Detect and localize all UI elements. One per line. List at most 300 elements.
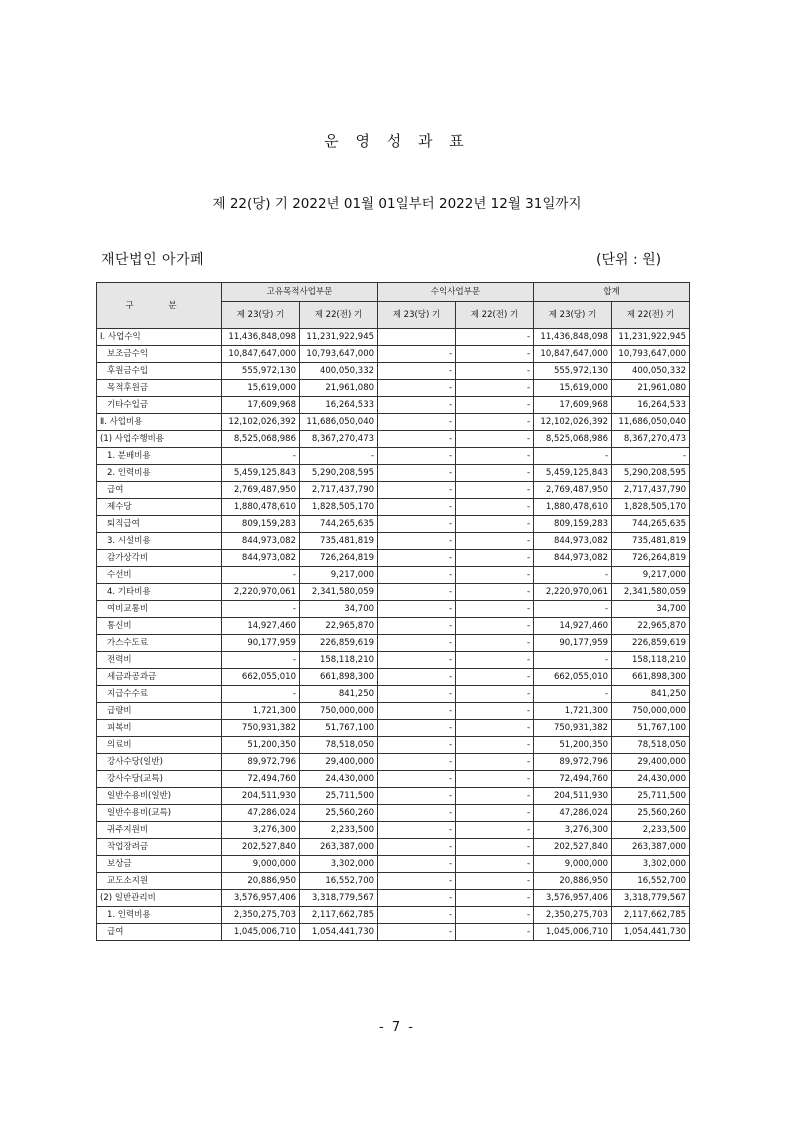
amount-cell: 22,965,870 — [612, 618, 690, 635]
amount-cell: 14,927,460 — [534, 618, 612, 635]
amount-cell: 15,619,000 — [222, 380, 300, 397]
amount-cell: 9,000,000 — [222, 856, 300, 873]
amount-cell: 11,231,922,945 — [300, 329, 378, 346]
row-label: 피복비 — [97, 720, 222, 737]
amount-cell: - — [222, 601, 300, 618]
amount-cell: - — [456, 584, 534, 601]
row-label: 작업장려금 — [97, 839, 222, 856]
amount-cell: 555,972,130 — [222, 363, 300, 380]
table-row — [97, 890, 690, 907]
amount-cell: 400,050,332 — [612, 363, 690, 380]
amount-cell: - — [378, 618, 456, 635]
organization-name: 재단법인 아가페 — [101, 252, 205, 268]
amount-cell: 10,793,647,000 — [300, 346, 378, 363]
amount-cell: 744,265,635 — [612, 516, 690, 533]
amount-cell: 844,973,082 — [222, 550, 300, 567]
amount-cell: - — [456, 686, 534, 703]
amount-cell: 841,250 — [300, 686, 378, 703]
header-group-profit: 수익사업부문 — [378, 283, 534, 302]
amount-cell: 2,233,500 — [612, 822, 690, 839]
table-header — [97, 283, 690, 329]
amount-cell: - — [456, 703, 534, 720]
amount-cell: 750,000,000 — [612, 703, 690, 720]
row-label: 일반수용비(일반) — [97, 788, 222, 805]
amount-cell: - — [456, 499, 534, 516]
amount-cell: 1,054,441,730 — [300, 924, 378, 941]
row-label: 3. 시설비용 — [97, 533, 222, 550]
amount-cell: 3,276,300 — [534, 822, 612, 839]
amount-cell: - — [222, 686, 300, 703]
amount-cell: 2,350,275,703 — [222, 907, 300, 924]
amount-cell: 844,973,082 — [222, 533, 300, 550]
amount-cell: - — [378, 635, 456, 652]
amount-cell: 51,200,350 — [534, 737, 612, 754]
amount-cell: 72,494,760 — [534, 771, 612, 788]
amount-cell: 750,931,382 — [222, 720, 300, 737]
amount-cell: 750,931,382 — [534, 720, 612, 737]
amount-cell: - — [378, 686, 456, 703]
amount-cell: - — [456, 652, 534, 669]
amount-cell: 10,847,647,000 — [534, 346, 612, 363]
amount-cell: 2,341,580,059 — [300, 584, 378, 601]
amount-cell: - — [534, 601, 612, 618]
amount-cell: 20,886,950 — [222, 873, 300, 890]
amount-cell: - — [378, 482, 456, 499]
amount-cell: 1,828,505,170 — [300, 499, 378, 516]
amount-cell: 11,436,848,098 — [534, 329, 612, 346]
amount-cell: 158,118,210 — [612, 652, 690, 669]
amount-cell: - — [378, 550, 456, 567]
amount-cell: - — [456, 890, 534, 907]
row-label: 수선비 — [97, 567, 222, 584]
amount-cell: 555,972,130 — [534, 363, 612, 380]
table-row — [97, 550, 690, 567]
header-period: 제 23(당) 기 — [534, 302, 612, 329]
amount-cell: 809,159,283 — [222, 516, 300, 533]
amount-cell: - — [378, 669, 456, 686]
amount-cell: 1,880,478,610 — [222, 499, 300, 516]
amount-cell: - — [456, 448, 534, 465]
amount-cell: - — [222, 652, 300, 669]
amount-cell: - — [378, 465, 456, 482]
amount-cell: 24,430,000 — [612, 771, 690, 788]
amount-cell: - — [534, 652, 612, 669]
amount-cell: 3,318,779,567 — [612, 890, 690, 907]
row-label: 제수당 — [97, 499, 222, 516]
amount-cell: - — [456, 754, 534, 771]
row-label: 가스수도료 — [97, 635, 222, 652]
row-label: 보상금 — [97, 856, 222, 873]
amount-cell: 2,341,580,059 — [612, 584, 690, 601]
amount-cell: 1,721,300 — [534, 703, 612, 720]
amount-cell: - — [378, 499, 456, 516]
amount-cell: 16,552,700 — [300, 873, 378, 890]
amount-cell: 2,769,487,950 — [534, 482, 612, 499]
amount-cell: 78,518,050 — [300, 737, 378, 754]
amount-cell: 204,511,930 — [534, 788, 612, 805]
amount-cell: 5,459,125,843 — [222, 465, 300, 482]
currency-unit: (단위 : 원) — [596, 252, 662, 268]
table-row — [97, 856, 690, 873]
amount-cell: 29,400,000 — [612, 754, 690, 771]
amount-cell: - — [534, 567, 612, 584]
header-group-nonprofit: 고유목적사업부문 — [222, 283, 378, 302]
row-label: 강사수당(일반) — [97, 754, 222, 771]
table-row — [97, 584, 690, 601]
amount-cell: - — [300, 448, 378, 465]
amount-cell: 661,898,300 — [300, 669, 378, 686]
table-row — [97, 805, 690, 822]
table-row — [97, 771, 690, 788]
row-label: 1. 분배비용 — [97, 448, 222, 465]
header-category: 구 분 — [97, 283, 222, 329]
amount-cell: 3,318,779,567 — [300, 890, 378, 907]
amount-cell: 9,000,000 — [534, 856, 612, 873]
row-label: 2. 인력비용 — [97, 465, 222, 482]
amount-cell: - — [456, 567, 534, 584]
amount-cell: 21,961,080 — [612, 380, 690, 397]
amount-cell: 3,302,000 — [300, 856, 378, 873]
amount-cell: - — [378, 567, 456, 584]
amount-cell: - — [378, 754, 456, 771]
table-row — [97, 567, 690, 584]
amount-cell: - — [456, 669, 534, 686]
table-row — [97, 839, 690, 856]
amount-cell: 2,233,500 — [300, 822, 378, 839]
amount-cell: 2,117,662,785 — [300, 907, 378, 924]
header-period: 제 22(전) 기 — [612, 302, 690, 329]
amount-cell: 202,527,840 — [222, 839, 300, 856]
amount-cell: - — [456, 822, 534, 839]
amount-cell: 17,609,968 — [222, 397, 300, 414]
amount-cell: 14,927,460 — [222, 618, 300, 635]
amount-cell: 20,886,950 — [534, 873, 612, 890]
amount-cell: 16,552,700 — [612, 873, 690, 890]
amount-cell: 51,767,100 — [300, 720, 378, 737]
amount-cell: 263,387,000 — [300, 839, 378, 856]
page-number: - 7 - — [379, 1020, 415, 1035]
amount-cell: 25,711,500 — [612, 788, 690, 805]
amount-cell: 78,518,050 — [612, 737, 690, 754]
table-row — [97, 363, 690, 380]
amount-cell: 750,000,000 — [300, 703, 378, 720]
amount-cell: 735,481,819 — [300, 533, 378, 550]
amount-cell: 72,494,760 — [222, 771, 300, 788]
amount-cell: - — [456, 414, 534, 431]
row-label: 후원금수입 — [97, 363, 222, 380]
amount-cell: - — [378, 873, 456, 890]
row-label: 지급수수료 — [97, 686, 222, 703]
amount-cell: 47,286,024 — [534, 805, 612, 822]
table-row — [97, 873, 690, 890]
row-label: 감가상각비 — [97, 550, 222, 567]
amount-cell: - — [456, 516, 534, 533]
amount-cell: 5,290,208,595 — [300, 465, 378, 482]
amount-cell: - — [378, 363, 456, 380]
row-label: 강사수당(교특) — [97, 771, 222, 788]
amount-cell: - — [456, 856, 534, 873]
table-row — [97, 703, 690, 720]
amount-cell: - — [456, 380, 534, 397]
row-label: 급여 — [97, 924, 222, 941]
amount-cell — [378, 329, 456, 346]
amount-cell: 51,200,350 — [222, 737, 300, 754]
amount-cell: - — [378, 533, 456, 550]
amount-cell: - — [378, 822, 456, 839]
amount-cell: - — [456, 397, 534, 414]
amount-cell: 24,430,000 — [300, 771, 378, 788]
amount-cell: 844,973,082 — [534, 533, 612, 550]
header-group-total: 합계 — [534, 283, 690, 302]
amount-cell: - — [378, 380, 456, 397]
amount-cell: - — [378, 856, 456, 873]
amount-cell: - — [456, 924, 534, 941]
row-label: (2) 일반관리비 — [97, 890, 222, 907]
row-label: (1) 사업수행비용 — [97, 431, 222, 448]
amount-cell: 3,576,957,406 — [534, 890, 612, 907]
amount-cell: - — [378, 516, 456, 533]
amount-cell: 34,700 — [300, 601, 378, 618]
amount-cell: - — [456, 720, 534, 737]
amount-cell: 8,525,068,986 — [222, 431, 300, 448]
amount-cell: 3,302,000 — [612, 856, 690, 873]
amount-cell: 8,525,068,986 — [534, 431, 612, 448]
amount-cell: - — [456, 346, 534, 363]
amount-cell: 8,367,270,473 — [612, 431, 690, 448]
amount-cell: - — [222, 448, 300, 465]
amount-cell: - — [456, 329, 534, 346]
amount-cell: - — [378, 839, 456, 856]
amount-cell: 22,965,870 — [300, 618, 378, 635]
amount-cell: 16,264,533 — [300, 397, 378, 414]
table-row — [97, 448, 690, 465]
amount-cell: 29,400,000 — [300, 754, 378, 771]
row-label: 전력비 — [97, 652, 222, 669]
amount-cell: - — [378, 346, 456, 363]
amount-cell: 21,961,080 — [300, 380, 378, 397]
amount-cell: 841,250 — [612, 686, 690, 703]
amount-cell: - — [378, 414, 456, 431]
amount-cell: 90,177,959 — [222, 635, 300, 652]
amount-cell: 809,159,283 — [534, 516, 612, 533]
amount-cell: 11,686,050,040 — [612, 414, 690, 431]
amount-cell: 202,527,840 — [534, 839, 612, 856]
amount-cell: 11,231,922,945 — [612, 329, 690, 346]
amount-cell: 10,847,647,000 — [222, 346, 300, 363]
amount-cell: 400,050,332 — [300, 363, 378, 380]
row-label: 기타수입금 — [97, 397, 222, 414]
amount-cell: 735,481,819 — [612, 533, 690, 550]
amount-cell: 51,767,100 — [612, 720, 690, 737]
table-row — [97, 720, 690, 737]
table-row — [97, 652, 690, 669]
amount-cell: - — [456, 601, 534, 618]
amount-cell: 726,264,819 — [612, 550, 690, 567]
amount-cell: - — [378, 805, 456, 822]
amount-cell: 2,220,970,061 — [222, 584, 300, 601]
table-row — [97, 431, 690, 448]
table-row — [97, 397, 690, 414]
amount-cell: - — [456, 805, 534, 822]
amount-cell: 3,276,300 — [222, 822, 300, 839]
table-row — [97, 907, 690, 924]
table-row — [97, 533, 690, 550]
table-row — [97, 754, 690, 771]
amount-cell: 17,609,968 — [534, 397, 612, 414]
row-label: 귀주지원비 — [97, 822, 222, 839]
amount-cell: 1,828,505,170 — [612, 499, 690, 516]
amount-cell: 16,264,533 — [612, 397, 690, 414]
table-row — [97, 346, 690, 363]
amount-cell: 8,367,270,473 — [300, 431, 378, 448]
row-label: Ⅰ. 사업수익 — [97, 329, 222, 346]
amount-cell: 25,560,260 — [612, 805, 690, 822]
table-row — [97, 414, 690, 431]
amount-cell: 226,859,619 — [300, 635, 378, 652]
row-label: 의료비 — [97, 737, 222, 754]
table-row — [97, 482, 690, 499]
amount-cell: - — [456, 873, 534, 890]
amount-cell: 3,576,957,406 — [222, 890, 300, 907]
amount-cell: - — [456, 788, 534, 805]
amount-cell: 12,102,026,392 — [534, 414, 612, 431]
amount-cell: - — [456, 839, 534, 856]
amount-cell: - — [612, 448, 690, 465]
amount-cell: 90,177,959 — [534, 635, 612, 652]
amount-cell: 1,054,441,730 — [612, 924, 690, 941]
table-row — [97, 465, 690, 482]
amount-cell: 15,619,000 — [534, 380, 612, 397]
amount-cell: 11,686,050,040 — [300, 414, 378, 431]
amount-cell: 89,972,796 — [222, 754, 300, 771]
amount-cell: - — [456, 482, 534, 499]
table-row — [97, 686, 690, 703]
amount-cell: - — [378, 924, 456, 941]
reporting-period: 제 22(당) 기 2022년 01월 01일부터 2022년 12월 31일까지 — [212, 196, 582, 212]
amount-cell: - — [378, 890, 456, 907]
amount-cell: 47,286,024 — [222, 805, 300, 822]
amount-cell: - — [456, 550, 534, 567]
amount-cell: - — [456, 635, 534, 652]
amount-cell: 226,859,619 — [612, 635, 690, 652]
amount-cell: - — [378, 584, 456, 601]
row-label: 여비교통비 — [97, 601, 222, 618]
header-period: 제 23(당) 기 — [222, 302, 300, 329]
amount-cell: - — [456, 618, 534, 635]
table-row — [97, 788, 690, 805]
table-row — [97, 601, 690, 618]
row-label: 목적후원금 — [97, 380, 222, 397]
amount-cell: 1,045,006,710 — [222, 924, 300, 941]
amount-cell: - — [534, 686, 612, 703]
amount-cell: 662,055,010 — [222, 669, 300, 686]
amount-cell: 2,717,437,790 — [612, 482, 690, 499]
row-label: 교도소지원 — [97, 873, 222, 890]
table-row — [97, 669, 690, 686]
amount-cell: 204,511,930 — [222, 788, 300, 805]
amount-cell: - — [456, 465, 534, 482]
row-label: 세금과공과금 — [97, 669, 222, 686]
amount-cell: 5,459,125,843 — [534, 465, 612, 482]
amount-cell: 2,220,970,061 — [534, 584, 612, 601]
amount-cell: 10,793,647,000 — [612, 346, 690, 363]
document-title: 운 영 성 과 표 — [324, 132, 470, 150]
amount-cell: 25,560,260 — [300, 805, 378, 822]
amount-cell: - — [378, 431, 456, 448]
amount-cell: - — [378, 907, 456, 924]
amount-cell: - — [378, 737, 456, 754]
amount-cell: 2,769,487,950 — [222, 482, 300, 499]
amount-cell: 2,717,437,790 — [300, 482, 378, 499]
amount-cell: - — [378, 788, 456, 805]
table-row — [97, 516, 690, 533]
amount-cell: - — [378, 720, 456, 737]
amount-cell: 158,118,210 — [300, 652, 378, 669]
amount-cell: 661,898,300 — [612, 669, 690, 686]
header-period: 제 22(전) 기 — [300, 302, 378, 329]
table-row — [97, 924, 690, 941]
row-label: 급여 — [97, 482, 222, 499]
row-label: 1. 인력비용 — [97, 907, 222, 924]
amount-cell: 1,880,478,610 — [534, 499, 612, 516]
operating-results-table — [96, 282, 690, 941]
table-row — [97, 737, 690, 754]
amount-cell: 1,045,006,710 — [534, 924, 612, 941]
header-period: 제 23(당) 기 — [378, 302, 456, 329]
table-row — [97, 380, 690, 397]
amount-cell: 844,973,082 — [534, 550, 612, 567]
table-row — [97, 822, 690, 839]
table-row — [97, 635, 690, 652]
amount-cell: 263,387,000 — [612, 839, 690, 856]
amount-cell: 25,711,500 — [300, 788, 378, 805]
amount-cell: 9,217,000 — [300, 567, 378, 584]
amount-cell: - — [456, 737, 534, 754]
amount-cell: - — [378, 652, 456, 669]
amount-cell: - — [222, 567, 300, 584]
row-label: 4. 기타비용 — [97, 584, 222, 601]
amount-cell: 89,972,796 — [534, 754, 612, 771]
table-body — [97, 329, 690, 941]
table-row — [97, 329, 690, 346]
header-period: 제 22(전) 기 — [456, 302, 534, 329]
amount-cell: - — [456, 431, 534, 448]
amount-cell: 1,721,300 — [222, 703, 300, 720]
amount-cell: - — [456, 533, 534, 550]
amount-cell: 2,117,662,785 — [612, 907, 690, 924]
row-label: 보조금수익 — [97, 346, 222, 363]
amount-cell: 662,055,010 — [534, 669, 612, 686]
amount-cell: - — [378, 601, 456, 618]
amount-cell: 12,102,026,392 — [222, 414, 300, 431]
amount-cell: - — [378, 397, 456, 414]
amount-cell: 9,217,000 — [612, 567, 690, 584]
amount-cell: 2,350,275,703 — [534, 907, 612, 924]
amount-cell: - — [378, 448, 456, 465]
amount-cell: 11,436,848,098 — [222, 329, 300, 346]
row-label: 일반수용비(교특) — [97, 805, 222, 822]
row-label: 통신비 — [97, 618, 222, 635]
amount-cell: 726,264,819 — [300, 550, 378, 567]
amount-cell: - — [456, 771, 534, 788]
row-label: 급량비 — [97, 703, 222, 720]
amount-cell: - — [378, 703, 456, 720]
row-label: 퇴직급여 — [97, 516, 222, 533]
amount-cell: - — [378, 771, 456, 788]
amount-cell: 34,700 — [612, 601, 690, 618]
amount-cell: - — [456, 363, 534, 380]
amount-cell: - — [534, 448, 612, 465]
